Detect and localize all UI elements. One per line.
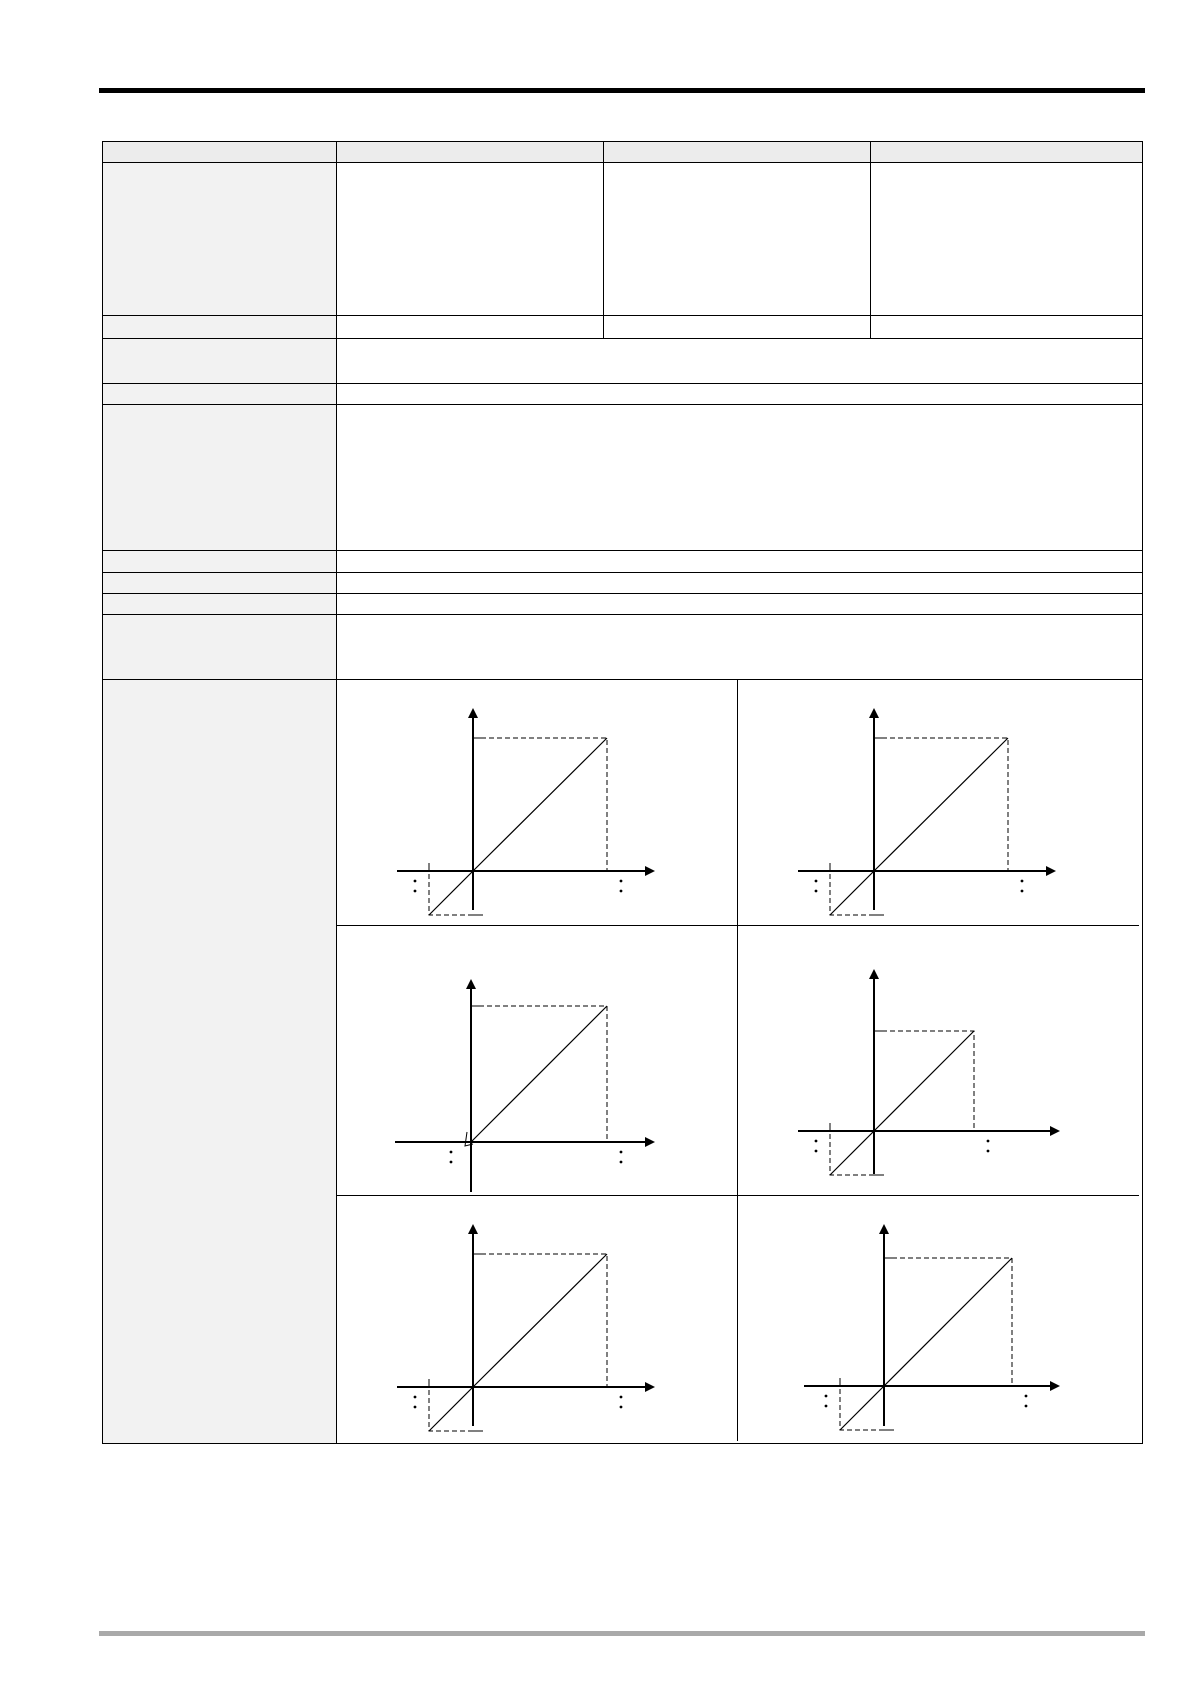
table-row xyxy=(103,163,1143,316)
x-max-marker-dot xyxy=(620,1160,623,1163)
table-row xyxy=(103,679,1143,1443)
table-cell xyxy=(337,316,604,338)
table-cell xyxy=(337,163,604,316)
row-label xyxy=(103,615,337,679)
x-min-marker-dot xyxy=(414,879,417,882)
table-cell xyxy=(337,551,1143,573)
table-row xyxy=(103,338,1143,383)
conversion-graph-4 xyxy=(738,926,1139,1196)
specification-table xyxy=(102,141,1143,1444)
table-cell xyxy=(604,163,871,316)
x-max-marker-dot xyxy=(987,1139,990,1142)
table-cell xyxy=(337,594,1143,615)
row-label xyxy=(103,316,337,338)
graph-svg xyxy=(738,926,1138,1195)
x-max-marker-dot xyxy=(1021,879,1024,882)
graph-svg xyxy=(738,680,1138,925)
table-cell xyxy=(871,163,1143,316)
conversion-graph-5 xyxy=(337,1196,738,1441)
x-min-marker-dot xyxy=(815,1139,818,1142)
table-header-cell xyxy=(337,142,604,163)
table-cell xyxy=(871,316,1143,338)
table-row xyxy=(103,383,1143,404)
row-label xyxy=(103,163,337,316)
series-line xyxy=(840,1258,1012,1430)
graph-svg xyxy=(337,1196,737,1441)
x-max-marker-dot xyxy=(620,889,623,892)
series-line xyxy=(471,1006,607,1142)
x-max-marker-dot xyxy=(1021,889,1024,892)
conversion-graph-grid xyxy=(337,680,1139,1441)
series-line xyxy=(830,738,1008,915)
conversion-graph-1 xyxy=(337,680,738,926)
table-cell xyxy=(337,404,1143,550)
series-line xyxy=(830,1031,974,1175)
conversion-graph-6 xyxy=(738,1196,1139,1441)
x-max-marker-dot xyxy=(1025,1394,1028,1397)
graph-svg xyxy=(337,680,737,925)
x-min-marker-dot xyxy=(815,879,818,882)
table-cell xyxy=(337,383,1143,404)
row-label xyxy=(103,573,337,594)
table-cell xyxy=(337,338,1143,383)
header-rule xyxy=(99,88,1145,93)
origin-marker-dot xyxy=(450,1150,453,1153)
table-row xyxy=(103,404,1143,550)
row-label xyxy=(103,594,337,615)
x-max-marker-dot xyxy=(987,1149,990,1152)
x-min-marker-dot xyxy=(414,889,417,892)
x-max-marker-dot xyxy=(1025,1404,1028,1407)
table-row xyxy=(103,551,1143,573)
table-row xyxy=(103,316,1143,338)
table-header-cell xyxy=(871,142,1143,163)
x-min-marker-dot xyxy=(825,1404,828,1407)
x-max-marker-dot xyxy=(620,879,623,882)
table-cell xyxy=(337,573,1143,594)
x-min-marker-dot xyxy=(414,1405,417,1408)
x-min-marker-dot xyxy=(815,889,818,892)
x-max-marker-dot xyxy=(620,1395,623,1398)
graph-cell xyxy=(337,679,1143,1443)
table-header-cell xyxy=(604,142,871,163)
table-row xyxy=(103,594,1143,615)
table-cell xyxy=(337,615,1143,679)
row-label xyxy=(103,551,337,573)
x-max-marker-dot xyxy=(620,1405,623,1408)
row-label xyxy=(103,383,337,404)
table-cell xyxy=(604,316,871,338)
x-min-marker-dot xyxy=(815,1149,818,1152)
graph-svg xyxy=(337,926,737,1195)
table-row xyxy=(103,573,1143,594)
footer-rule xyxy=(99,1631,1145,1636)
row-label xyxy=(103,679,337,1443)
conversion-graph-3 xyxy=(337,926,738,1196)
series-line xyxy=(429,1254,607,1431)
table-row xyxy=(103,615,1143,679)
x-min-marker-dot xyxy=(825,1394,828,1397)
x-max-marker-dot xyxy=(620,1150,623,1153)
conversion-graph-2 xyxy=(738,680,1139,926)
row-label xyxy=(103,404,337,550)
x-min-marker-dot xyxy=(414,1395,417,1398)
row-label xyxy=(103,338,337,383)
series-line xyxy=(429,738,607,915)
table-header-cell xyxy=(103,142,337,163)
graph-svg xyxy=(738,1196,1138,1441)
origin-marker-dot xyxy=(450,1160,453,1163)
